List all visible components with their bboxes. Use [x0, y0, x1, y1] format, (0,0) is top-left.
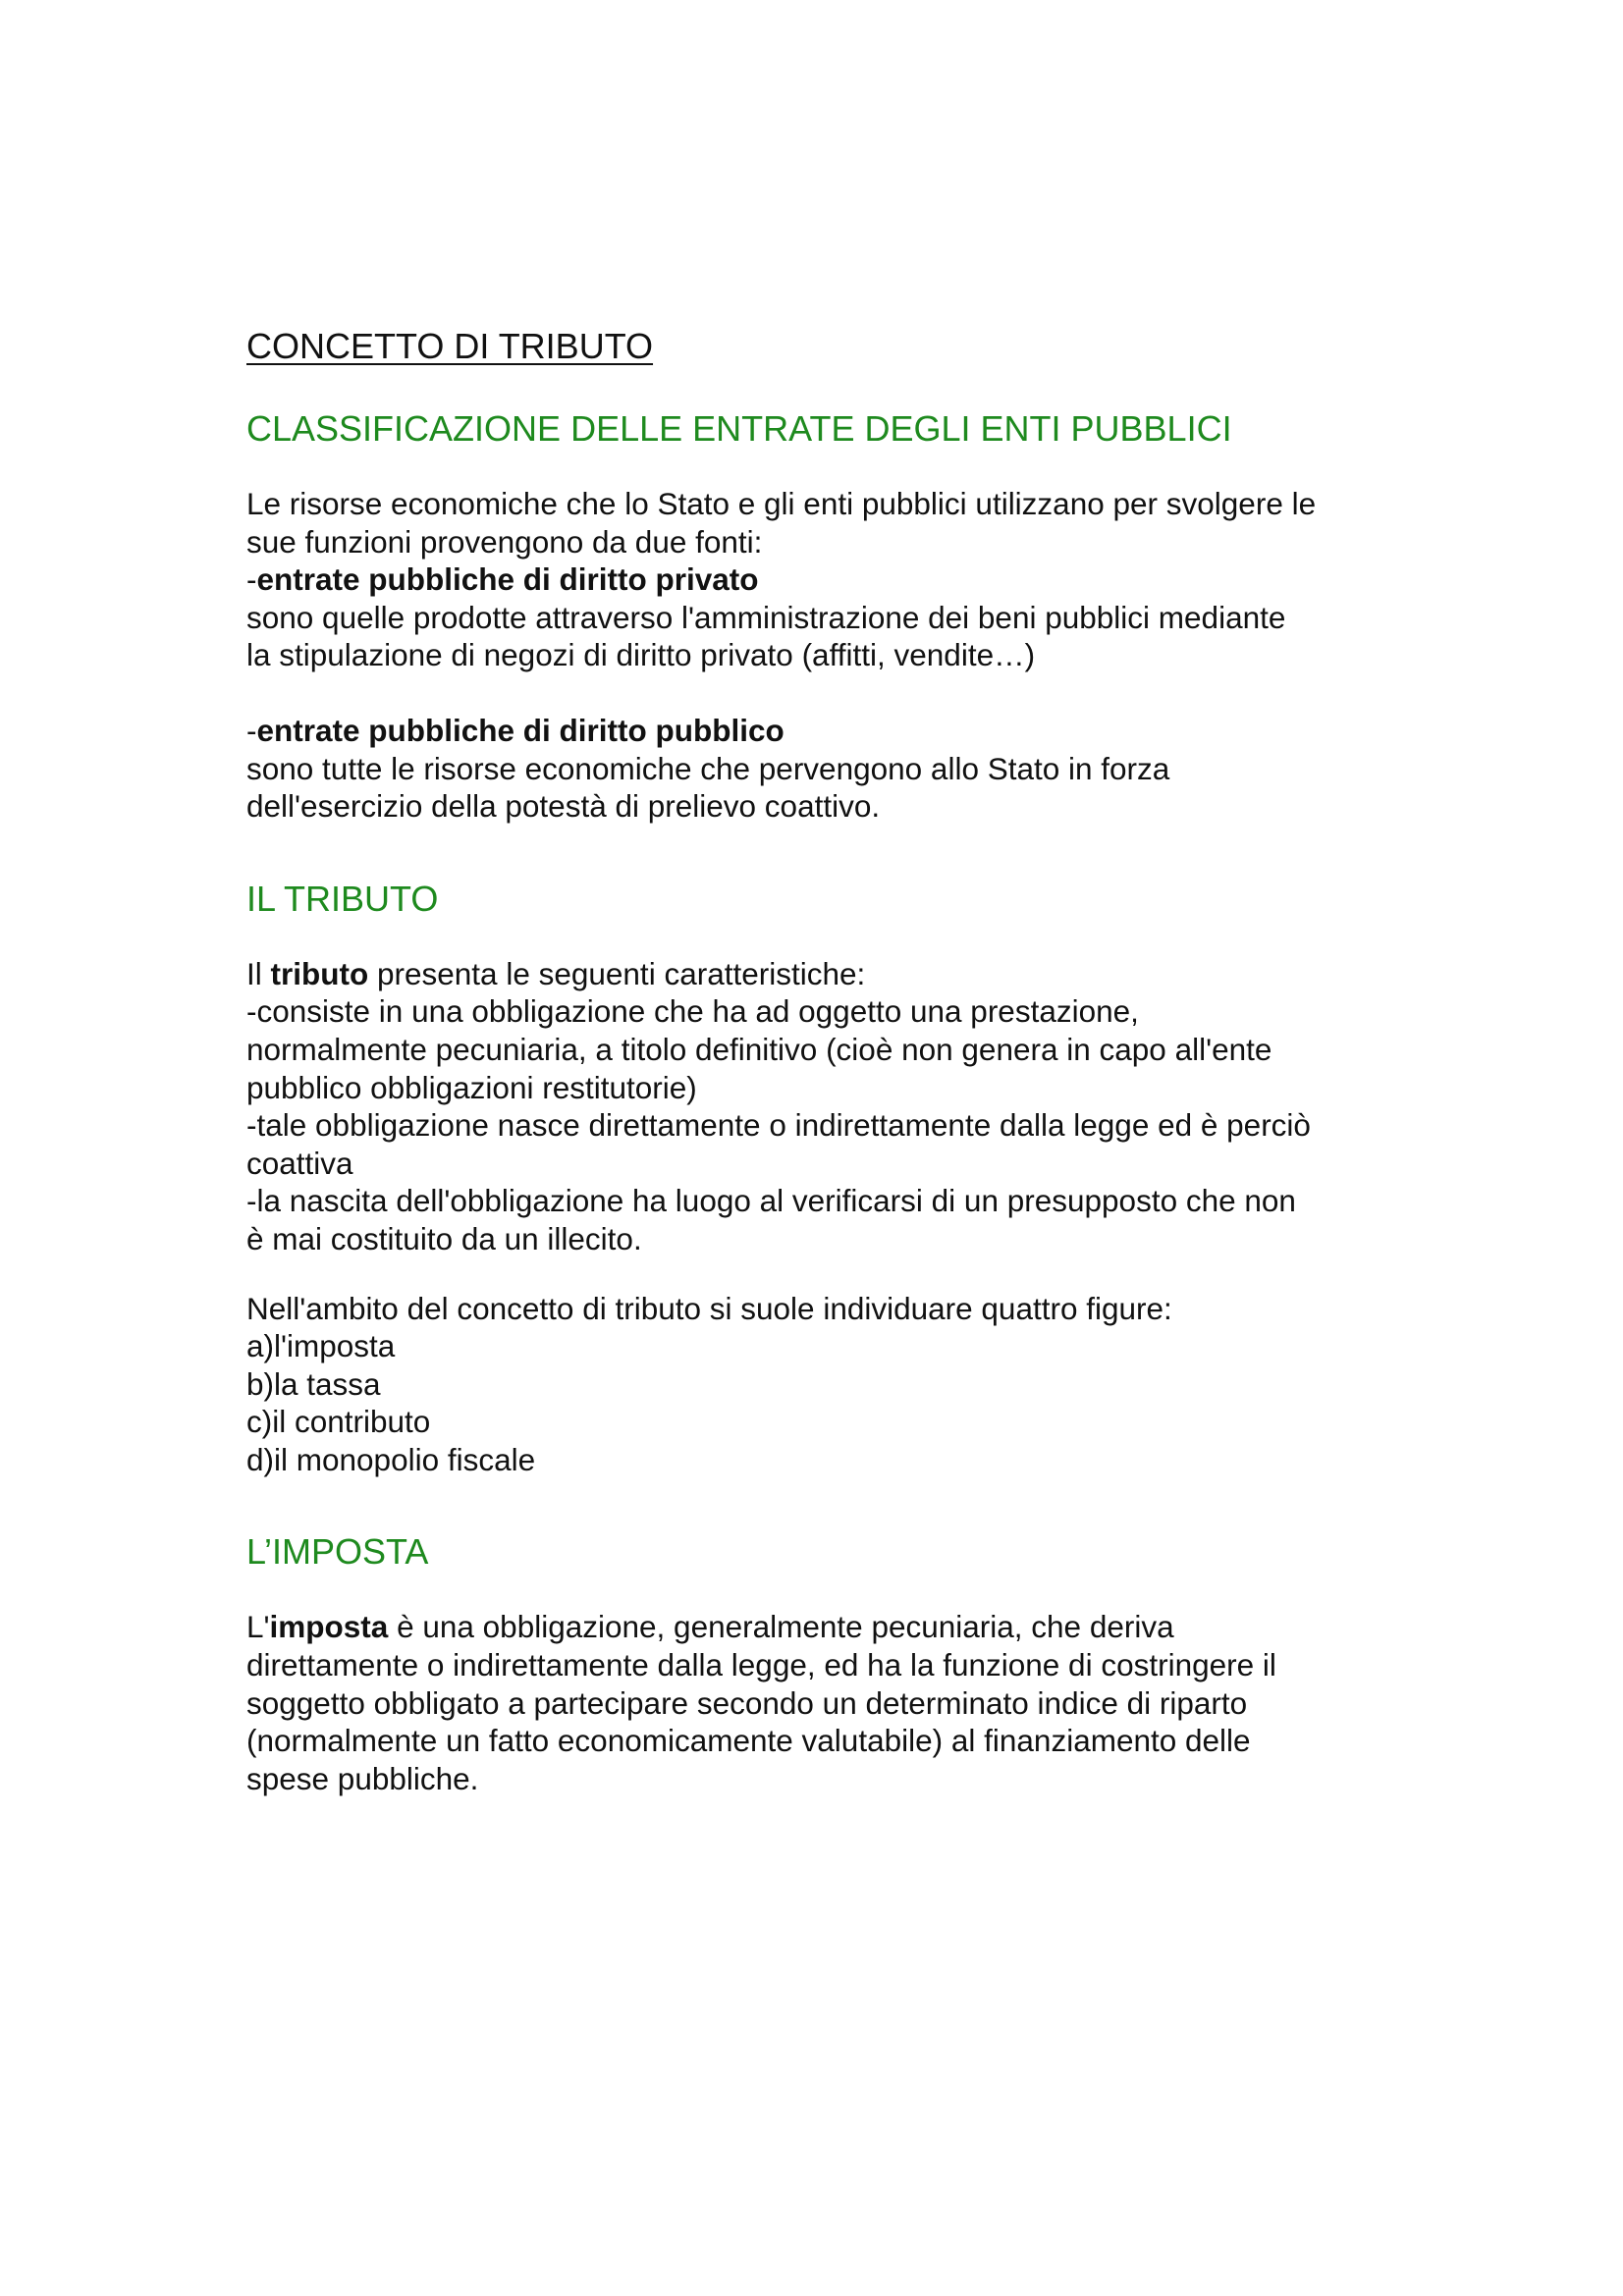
text-line: dell'esercizio della potestà di prelievo coattivo.	[246, 788, 881, 825]
text-line: la stipulazione di negozi di diritto privato (affitti, vendite…)	[246, 637, 1036, 673]
document-page	[246, 320, 1405, 1797]
text-line: direttamente o indirettamente dalla legge, ed ha la funzione di costringere il	[246, 1647, 1276, 1683]
text-line: -la nascita dell'obbligazione ha luogo al verificarsi di un presupposto che non	[246, 1183, 1296, 1219]
intro-prefix: L'	[246, 1609, 270, 1645]
text-line: -consiste in una obbligazione che ha ad oggetto una prestazione,	[246, 993, 1139, 1030]
term-dash: -	[246, 712, 257, 748]
text-line: Le risorse economiche che lo Stato e gli enti pubblici utilizzano per svolgere le	[246, 486, 1317, 521]
text-line: -tale obbligazione nasce direttamente o indirettamente dalla legge ed è perciò	[246, 1107, 1311, 1144]
text-line: soggetto obbligato a partecipare secondo un determinato indice di riparto	[246, 1684, 1248, 1721]
paragraph-figure	[246, 1290, 1405, 1479]
paragraph-tributo	[246, 955, 1405, 1258]
list-item: d)il monopolio fiscale	[246, 1441, 536, 1477]
text-line: sono tutte le risorse economiche che pervengono allo Stato in forza	[246, 750, 1170, 786]
intro-bold-term: imposta	[269, 1609, 389, 1645]
text-line: è mai costituito da un illecito.	[246, 1220, 642, 1256]
list-item: c)il contributo	[246, 1404, 431, 1440]
term-label: entrate pubbliche di diritto privato	[256, 561, 759, 598]
term-dash: -	[246, 561, 257, 598]
term-privato	[246, 561, 1405, 599]
text-line: sono quelle prodotte attraverso l'amministrazione dei beni pubblici mediante	[246, 599, 1286, 635]
text-line: spese pubbliche.	[246, 1760, 479, 1796]
text-line: sue funzioni provengono da due fonti:	[246, 523, 763, 560]
list-item: b)la tassa	[246, 1365, 381, 1402]
list-item: a)l'imposta	[246, 1328, 396, 1364]
text-line: coattiva	[246, 1145, 353, 1181]
figures-intro: Nell'ambito del concetto di tributo si suole individuare quattro figure:	[246, 1290, 1172, 1326]
paragraph-classificazione-intro	[246, 485, 1405, 674]
text-line: (normalmente un fatto economicamente valutabile) al finanziamento delle	[246, 1723, 1251, 1759]
heading-imposta: L’IMPOSTA	[246, 1531, 429, 1573]
text-line: normalmente pecuniaria, a titolo definitivo (cioè non genera in capo all'ente	[246, 1031, 1272, 1067]
term-pubblico	[246, 712, 1405, 750]
paragraph-imposta	[246, 1608, 1405, 1797]
intro-suffix: presenta le seguenti caratteristiche:	[368, 955, 866, 991]
intro-suffix: è una obbligazione, generalmente pecuniaria, che deriva	[388, 1609, 1174, 1645]
tributo-intro	[246, 955, 1405, 993]
intro-prefix: Il	[246, 955, 271, 991]
text-line: pubblico obbligazioni restitutorie)	[246, 1069, 697, 1105]
imposta-intro	[246, 1608, 1405, 1646]
term-label: entrate pubbliche di diritto pubblico	[256, 712, 784, 748]
document-title: CONCETTO DI TRIBUTO	[246, 326, 654, 366]
heading-classificazione: CLASSIFICAZIONE DELLE ENTRATE DEGLI ENTI PUBBLICI	[246, 408, 1232, 449]
heading-tributo: IL TRIBUTO	[246, 878, 439, 919]
paragraph-diritto-pubblico	[246, 712, 1405, 826]
intro-bold-term: tributo	[270, 955, 369, 991]
